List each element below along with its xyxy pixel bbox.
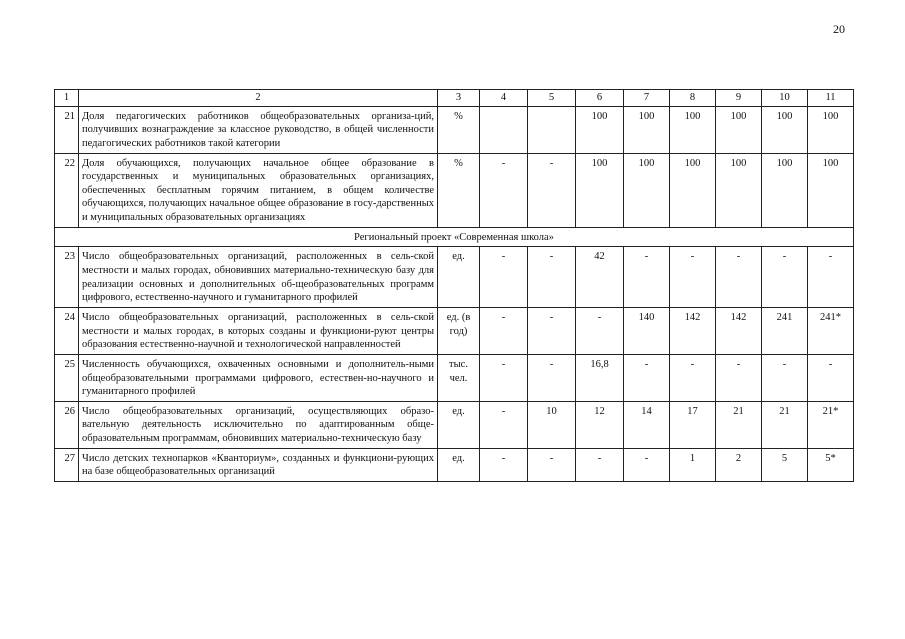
value-cell: - bbox=[480, 448, 528, 481]
value-cell: - bbox=[762, 247, 808, 308]
indicator-name: Численность обучающихся, охваченных основными и дополнитель-ными общеобразовательными программами цифрового, естествен-но-научного и гуманитарного профилей bbox=[79, 354, 438, 401]
header-cell: 10 bbox=[762, 90, 808, 107]
row-number: 23 bbox=[55, 247, 79, 308]
value-cell: - bbox=[808, 354, 854, 401]
value-cell: 100 bbox=[624, 106, 670, 153]
value-cell: 16,8 bbox=[576, 354, 624, 401]
value-cell: - bbox=[528, 247, 576, 308]
value-cell: 100 bbox=[716, 106, 762, 153]
value-cell: 142 bbox=[716, 307, 762, 354]
table-row bbox=[55, 354, 854, 401]
value-cell: - bbox=[716, 354, 762, 401]
row-number: 22 bbox=[55, 153, 79, 227]
value-cell: - bbox=[576, 448, 624, 481]
value-cell: 5 bbox=[762, 448, 808, 481]
header-cell: 7 bbox=[624, 90, 670, 107]
header-cell: 8 bbox=[670, 90, 716, 107]
header-cell: 5 bbox=[528, 90, 576, 107]
value-cell: 142 bbox=[670, 307, 716, 354]
value-cell: - bbox=[528, 354, 576, 401]
value-cell: 21* bbox=[808, 401, 854, 448]
value-cell: - bbox=[480, 401, 528, 448]
table-row bbox=[55, 106, 854, 153]
value-cell: 42 bbox=[576, 247, 624, 308]
value-cell: 241* bbox=[808, 307, 854, 354]
table-row bbox=[55, 153, 854, 227]
section-row bbox=[55, 227, 854, 247]
unit-cell: % bbox=[438, 153, 480, 227]
table-row bbox=[55, 448, 854, 481]
value-cell: 100 bbox=[808, 153, 854, 227]
value-cell bbox=[528, 106, 576, 153]
value-cell: 17 bbox=[670, 401, 716, 448]
header-cell: 4 bbox=[480, 90, 528, 107]
row-number: 26 bbox=[55, 401, 79, 448]
indicator-name: Доля обучающихся, получающих начальное общее образование в государственных и муниципальных образовательных организациях, обеспеченных бесплатным горячим питанием, в общем количестве обучающихся, получающих начальное общее образование в госу-дарственных и муниципальных образовательных организациях bbox=[79, 153, 438, 227]
value-cell: - bbox=[528, 448, 576, 481]
table-row bbox=[55, 401, 854, 448]
row-number: 27 bbox=[55, 448, 79, 481]
row-number: 24 bbox=[55, 307, 79, 354]
value-cell: 14 bbox=[624, 401, 670, 448]
value-cell: 2 bbox=[716, 448, 762, 481]
value-cell: - bbox=[670, 247, 716, 308]
header-cell: 1 bbox=[55, 90, 79, 107]
value-cell: - bbox=[624, 247, 670, 308]
header-cell: 11 bbox=[808, 90, 854, 107]
value-cell bbox=[480, 106, 528, 153]
value-cell: - bbox=[716, 247, 762, 308]
value-cell: 100 bbox=[624, 153, 670, 227]
header-cell: 3 bbox=[438, 90, 480, 107]
value-cell: 100 bbox=[762, 106, 808, 153]
indicator-name: Число общеобразовательных организаций, расположенных в сель-ской местности и малых городах, в которых созданы и функциони-руют центры образования естественно-научной и технологической направленностей bbox=[79, 307, 438, 354]
unit-cell: ед. bbox=[438, 247, 480, 308]
value-cell: - bbox=[480, 354, 528, 401]
header-cell: 6 bbox=[576, 90, 624, 107]
indicator-name: Число общеобразовательных организаций, осуществляющих образо-вательную деятельность исключительно по адаптированным обще-образовательным программам, обновивших материально-техническую базу bbox=[79, 401, 438, 448]
section-title: Региональный проект «Современная школа» bbox=[55, 227, 854, 247]
value-cell: 12 bbox=[576, 401, 624, 448]
value-cell: 5* bbox=[808, 448, 854, 481]
indicators-table bbox=[54, 89, 854, 482]
value-cell: - bbox=[624, 354, 670, 401]
header-row bbox=[55, 90, 854, 107]
value-cell: - bbox=[808, 247, 854, 308]
value-cell: 100 bbox=[716, 153, 762, 227]
header-cell: 9 bbox=[716, 90, 762, 107]
value-cell: - bbox=[670, 354, 716, 401]
value-cell: - bbox=[480, 307, 528, 354]
indicator-name: Доля педагогических работников общеобразовательных организа-ций, получивших вознаграждение за классное руководство, в общей численности педагогических работников такой категории bbox=[79, 106, 438, 153]
value-cell: 21 bbox=[762, 401, 808, 448]
value-cell: 100 bbox=[576, 153, 624, 227]
table-row bbox=[55, 307, 854, 354]
value-cell: 100 bbox=[576, 106, 624, 153]
value-cell: - bbox=[528, 153, 576, 227]
unit-cell: ед. bbox=[438, 401, 480, 448]
value-cell: - bbox=[762, 354, 808, 401]
value-cell: - bbox=[480, 153, 528, 227]
indicator-name: Число детских технопарков «Кванториум», созданных и функциони-рующих на базе общеобразовательных организаций bbox=[79, 448, 438, 481]
unit-cell: % bbox=[438, 106, 480, 153]
indicator-name: Число общеобразовательных организаций, расположенных в сель-ской местности и малых городах, обновивших материально-техническую базу для реализации основных и дополнительных об-щеобразовательных программ цифрового, естественно-научного и гуманитарного профилей bbox=[79, 247, 438, 308]
value-cell: 100 bbox=[808, 106, 854, 153]
value-cell: 140 bbox=[624, 307, 670, 354]
value-cell: 21 bbox=[716, 401, 762, 448]
value-cell: 100 bbox=[670, 153, 716, 227]
page-number: 20 bbox=[833, 22, 845, 36]
value-cell: 100 bbox=[762, 153, 808, 227]
value-cell: 1 bbox=[670, 448, 716, 481]
value-cell: - bbox=[576, 307, 624, 354]
unit-cell: тыс. чел. bbox=[438, 354, 480, 401]
unit-cell: ед. bbox=[438, 448, 480, 481]
value-cell: 241 bbox=[762, 307, 808, 354]
row-number: 21 bbox=[55, 106, 79, 153]
header-cell: 2 bbox=[79, 90, 438, 107]
value-cell: - bbox=[528, 307, 576, 354]
row-number: 25 bbox=[55, 354, 79, 401]
table-row bbox=[55, 247, 854, 308]
unit-cell: ед. (в год) bbox=[438, 307, 480, 354]
value-cell: 100 bbox=[670, 106, 716, 153]
value-cell: - bbox=[480, 247, 528, 308]
value-cell: - bbox=[624, 448, 670, 481]
value-cell: 10 bbox=[528, 401, 576, 448]
